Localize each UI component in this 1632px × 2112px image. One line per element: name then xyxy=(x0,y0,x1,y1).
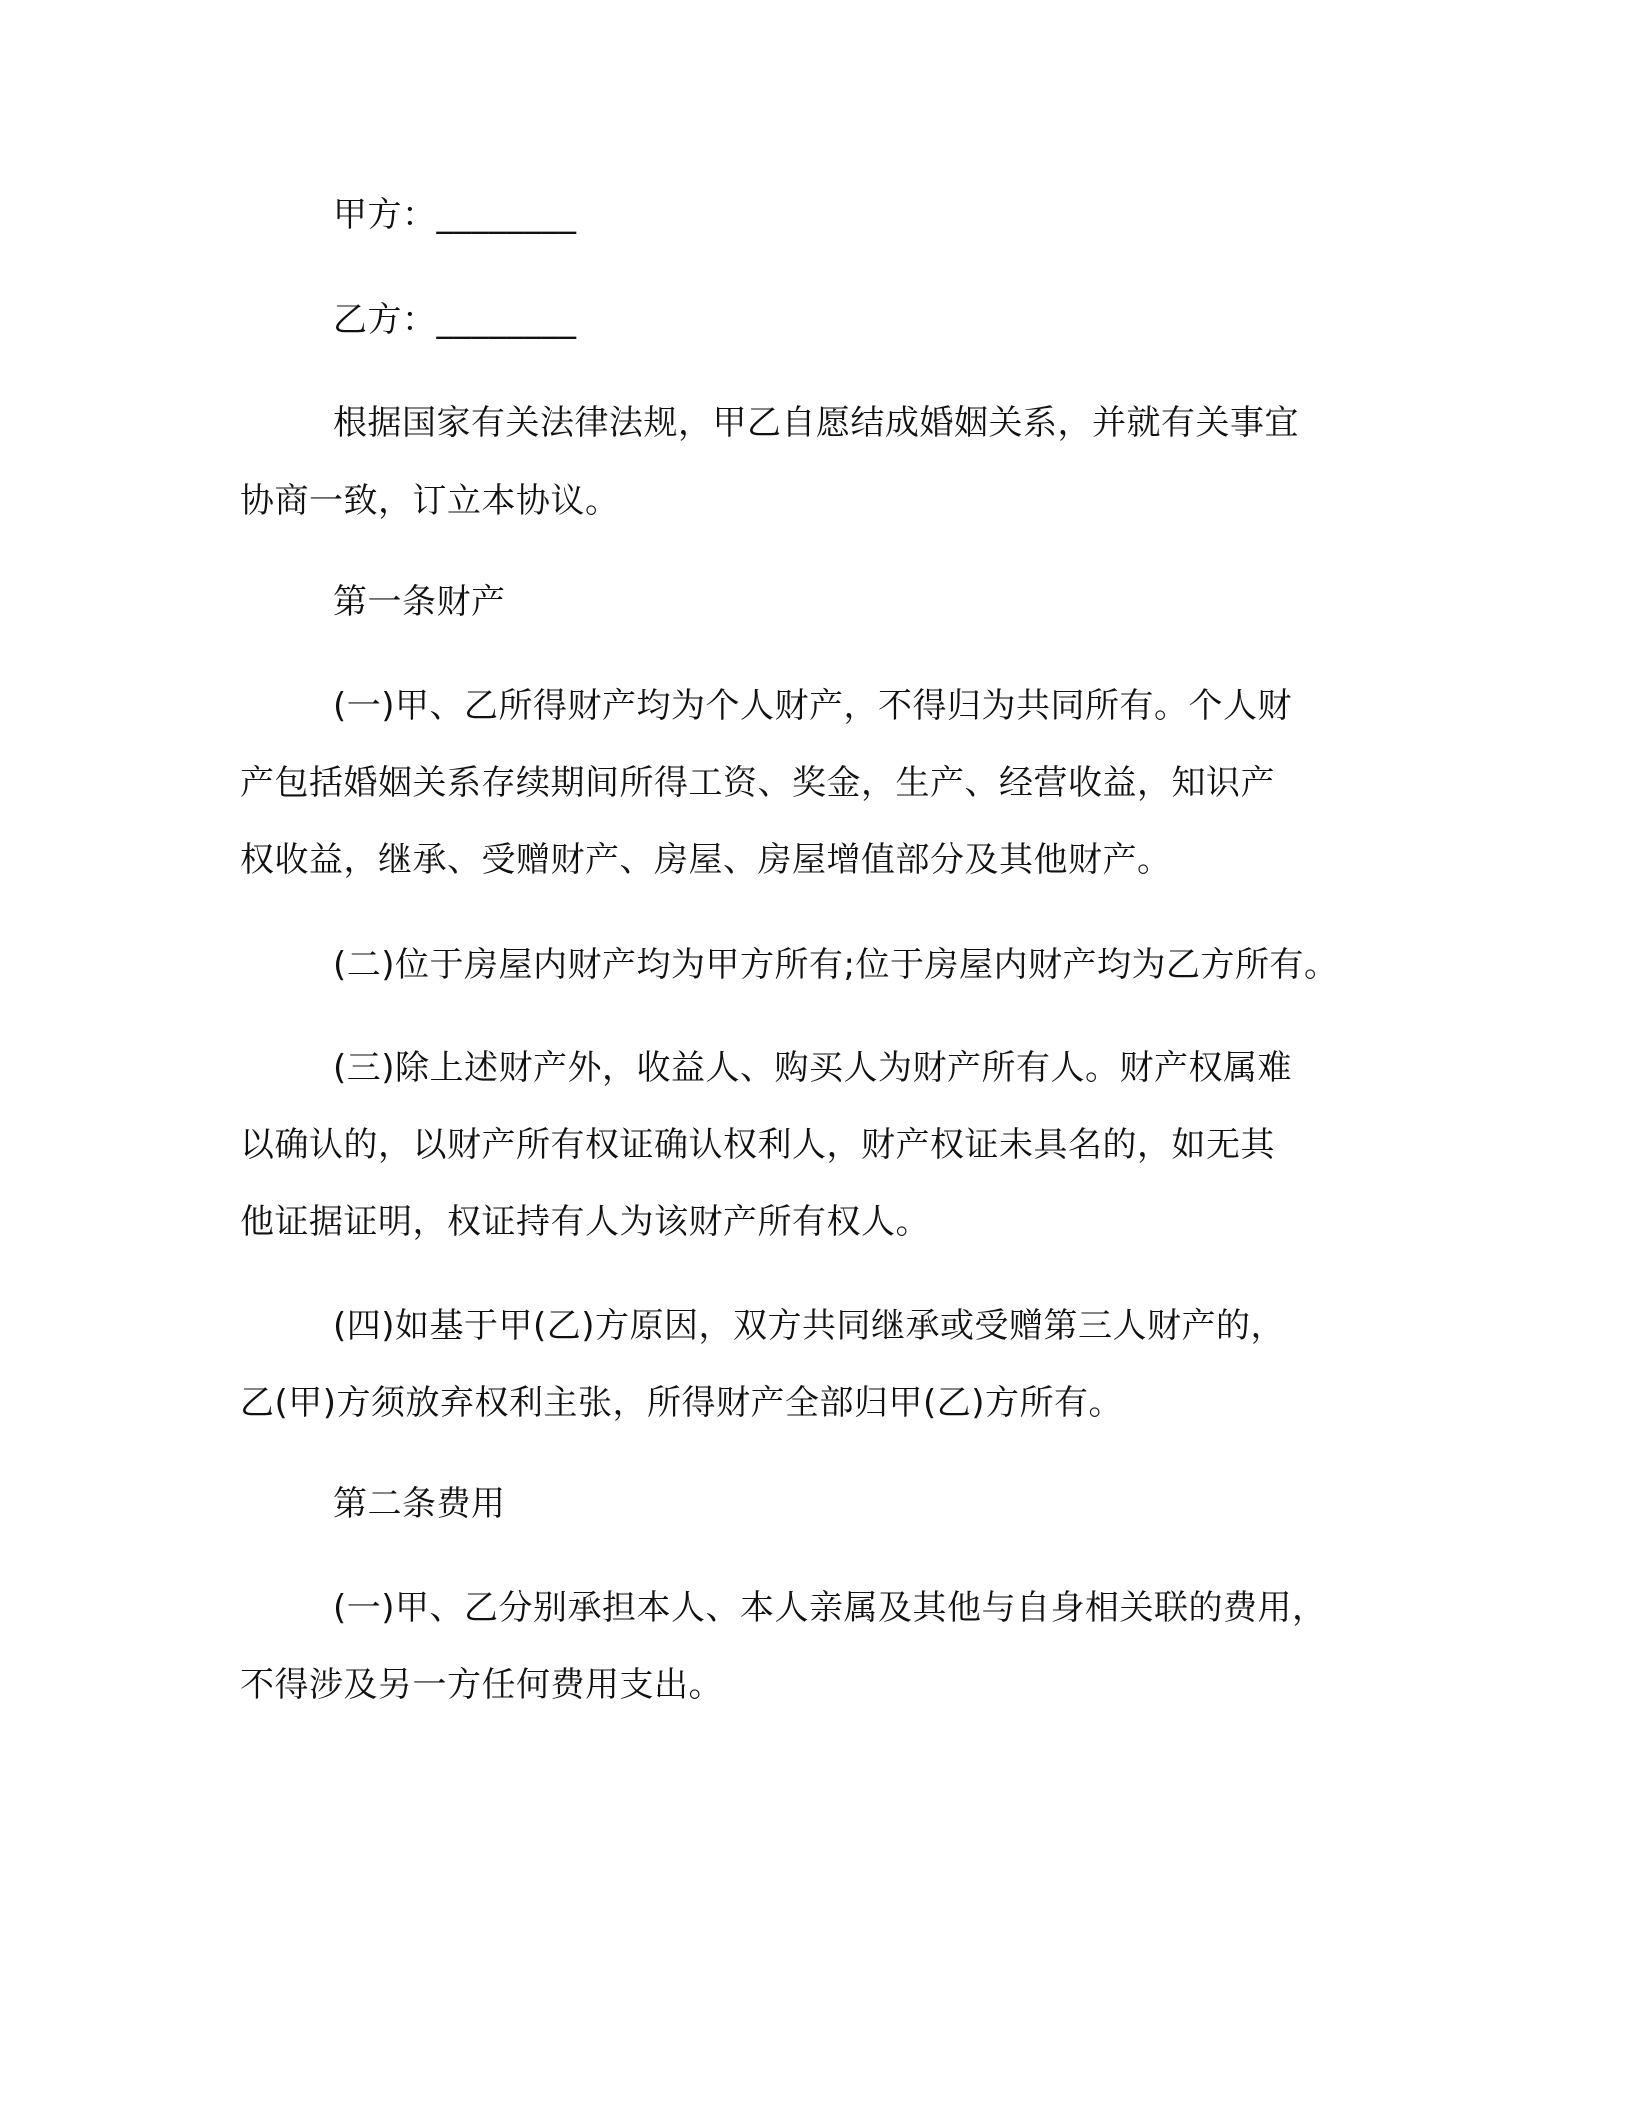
intro-line-1: 根据国家有关法律法规，甲乙自愿结成婚姻关系，并就有关事宜 xyxy=(333,403,1299,443)
article-1-clause-1-line-1: (一)甲、乙所得财产均为个人财产，不得归为共同所有。个人财 xyxy=(333,686,1293,726)
article-2-clause-1-line-2: 不得涉及另一方任何费用支出。 xyxy=(240,1665,723,1705)
party-b-line: 乙方：________ xyxy=(333,300,577,340)
article-1-clause-4-line-2: 乙(甲)方须放弃权利主张，所得财产全部归甲(乙)方所有。 xyxy=(240,1383,1124,1423)
article-2-title: 第二条费用 xyxy=(333,1484,506,1524)
article-1-clause-1-line-3: 权收益，继承、受赠财产、房屋、房屋增值部分及其他财产。 xyxy=(240,840,1172,880)
article-1-clause-3-line-3: 他证据证明，权证持有人为该财产所有权人。 xyxy=(240,1202,930,1242)
article-1-clause-4-line-1: (四)如基于甲(乙)方原因，双方共同继承或受赠第三人财产的， xyxy=(333,1306,1286,1346)
article-1-clause-1-line-2: 产包括婚姻关系存续期间所得工资、奖金，生产、经营收益，知识产 xyxy=(240,763,1275,803)
article-1-title: 第一条财产 xyxy=(333,582,506,622)
article-1-clause-3-line-1: (三)除上述财产外，收益人、购买人为财产所有人。财产权属难 xyxy=(333,1048,1293,1088)
intro-line-2: 协商一致，订立本协议。 xyxy=(240,481,620,521)
article-2-clause-1-line-1: (一)甲、乙分别承担本人、本人亲属及其他与自身相关联的费用， xyxy=(333,1588,1327,1628)
article-1-clause-3-line-2: 以确认的，以财产所有权证确认权利人，财产权证未具名的，如无其 xyxy=(240,1125,1275,1165)
article-1-clause-2-line-1: (二)位于房屋内财产均为甲方所有;位于房屋内财产均为乙方所有。 xyxy=(333,945,1339,985)
party-a-line: 甲方：________ xyxy=(333,195,577,235)
